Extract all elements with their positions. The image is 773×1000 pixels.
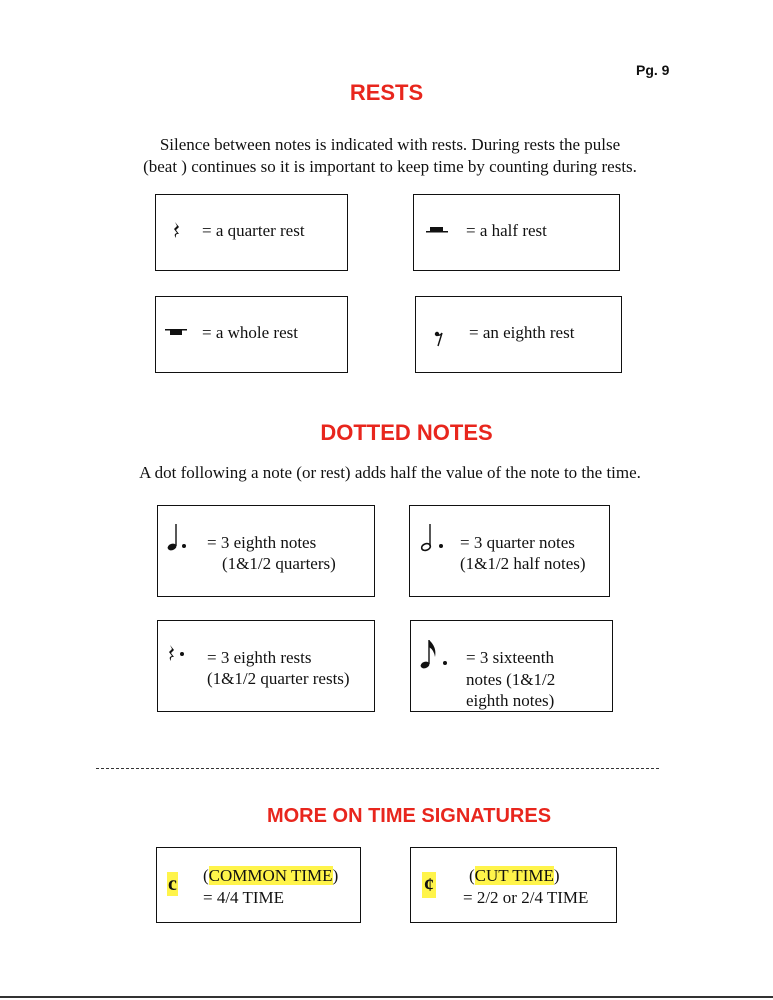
dotted-notes-heading: DOTTED NOTES <box>320 420 493 445</box>
dotted-eighth-line2: notes (1&1/2 <box>466 670 556 689</box>
cut-time-paren-close: ) <box>553 866 560 885</box>
eighth-rest-label: = an eighth rest <box>469 323 575 342</box>
dotted-quarter-rest-icon <box>167 644 189 664</box>
cut-time-label-line <box>469 865 560 887</box>
cut-time-value: = 2/2 or 2/4 TIME <box>463 888 589 907</box>
dotted-eighth-note-icon <box>419 637 451 671</box>
half-rest-label: = a half rest <box>466 221 547 240</box>
dotted-half-note-icon <box>420 522 446 552</box>
dashed-divider <box>96 768 659 769</box>
dotted-eighth-line3: eighth notes) <box>466 691 555 710</box>
dotted-quarter-line1: = 3 eighth notes <box>207 533 317 552</box>
page-number: Pg. 9 <box>636 62 670 78</box>
dotted-quarter-rest-box <box>157 620 375 712</box>
whole-rest-icon <box>165 328 187 340</box>
common-time-box <box>156 847 361 923</box>
eighth-rest-box <box>415 296 622 373</box>
cut-time-label: CUT TIME <box>474 866 554 885</box>
quarter-rest-label: = a quarter rest <box>202 221 305 240</box>
common-time-paren-open: ( <box>203 866 209 885</box>
dotted-intro: A dot following a note (or rest) adds half the value of the note to the time. <box>139 463 641 482</box>
dotted-half-line1: = 3 quarter notes <box>460 533 575 552</box>
common-time-icon: c <box>168 873 177 895</box>
half-rest-icon <box>426 225 448 237</box>
dotted-quarter-note-icon <box>166 522 190 552</box>
eighth-rest-icon <box>434 331 444 347</box>
rests-intro-line2: (beat ) continues so it is important to keep time by counting during rests. <box>143 157 637 176</box>
cut-time-paren-open: ( <box>469 866 475 885</box>
quarter-rest-box <box>155 194 348 271</box>
whole-rest-box <box>155 296 348 373</box>
half-rest-box <box>413 194 620 271</box>
common-time-label-line <box>203 865 338 887</box>
dotted-eighth-line1: = 3 sixteenth <box>466 648 554 667</box>
rests-heading: RESTS <box>349 80 424 105</box>
dotted-half-box <box>409 505 610 597</box>
dotted-half-line2: (1&1/2 half notes) <box>460 554 586 573</box>
quarter-rest-icon <box>172 221 182 241</box>
dotted-quarter-line2: (1&1/2 quarters) <box>222 554 336 573</box>
cut-time-icon: ¢ <box>424 874 434 896</box>
cut-time-box <box>410 847 617 923</box>
common-time-paren-close: ) <box>332 866 339 885</box>
dotted-quarter-rest-line2: (1&1/2 quarter rests) <box>207 669 350 688</box>
dotted-quarter-box <box>157 505 375 597</box>
rests-intro-line1: Silence between notes is indicated with rests. During rests the pulse <box>159 135 621 154</box>
time-signatures-heading: MORE ON TIME SIGNATURES <box>266 805 552 827</box>
page-bottom-border <box>0 996 773 998</box>
rests-intro <box>80 134 700 178</box>
dotted-eighth-box <box>410 620 613 712</box>
dotted-quarter-rest-line1: = 3 eighth rests <box>207 648 312 667</box>
common-time-label: COMMON TIME <box>208 866 333 885</box>
whole-rest-label: = a whole rest <box>202 323 298 342</box>
common-time-value: = 4/4 TIME <box>203 888 285 907</box>
